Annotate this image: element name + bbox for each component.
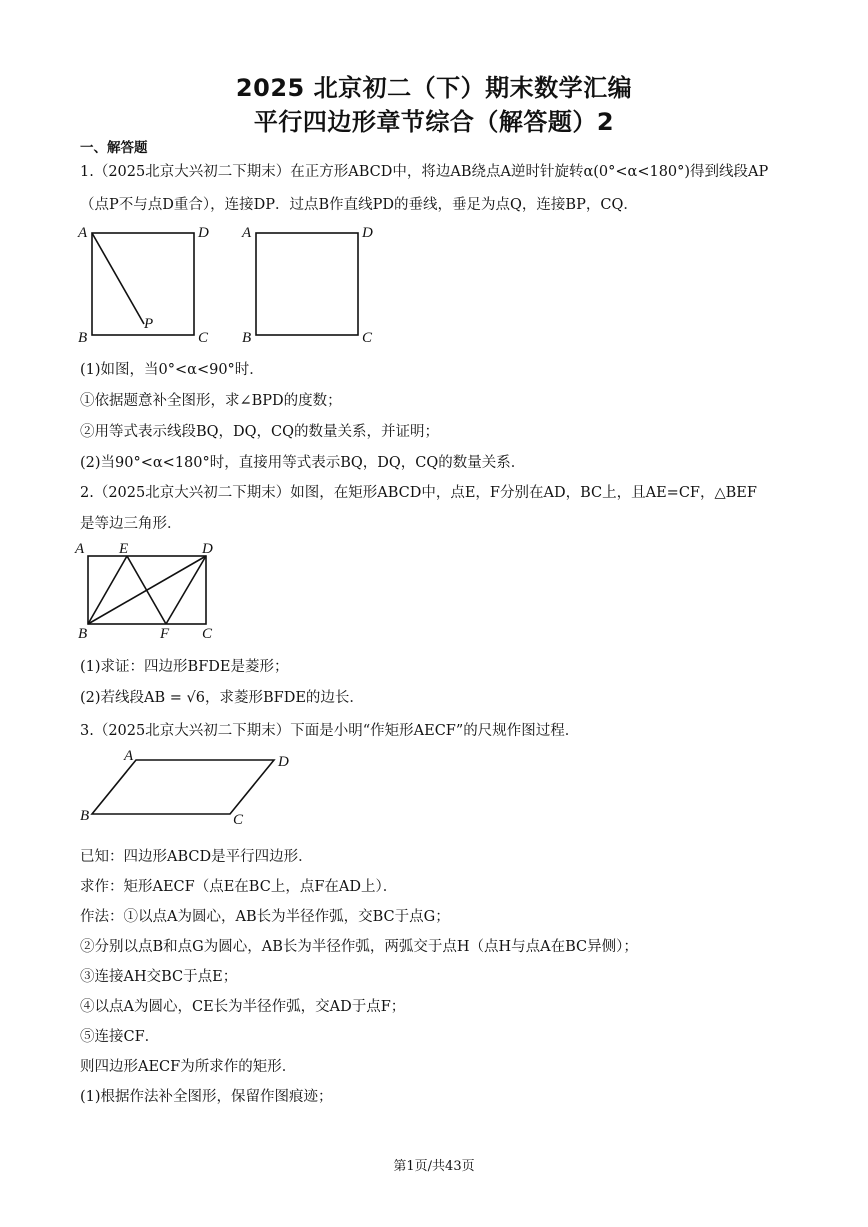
label-D-1: D: [198, 225, 209, 241]
label-B-1: B: [78, 330, 88, 346]
label-P: P: [144, 316, 154, 332]
problem-2-line-2: 是等边三角形．: [80, 516, 182, 532]
problem-3-step-3: ③连接AH交BC于点E；: [80, 969, 238, 985]
label-A-1: A: [78, 225, 88, 241]
label-B-p3: B: [80, 808, 90, 824]
document-title-line1: 2025 北京初二（下）期末数学汇编: [235, 74, 633, 102]
label-F-p2: F: [160, 626, 170, 642]
problem-3-step-2: ②分别以点B和点G为圆心，AB长为半径作弧，两弧交于点H（点H与点A在BC异侧）；: [80, 939, 638, 955]
label-D-2: D: [362, 225, 373, 241]
page-footer: 第1页/共43页: [393, 1159, 475, 1174]
label-B-2: B: [242, 330, 252, 346]
label-D-p3: D: [278, 754, 289, 770]
problem-1-part-1a: ①依据题意补全图形，求∠BPD的度数；: [80, 393, 342, 409]
problem-2-part-2: (2)若线段AB = √6，求菱形BFDE的边长．: [80, 690, 364, 706]
segment-BD: [88, 556, 206, 624]
parallelogram-ABCD: [92, 760, 274, 814]
problem-2-line-1: 2.（2025北京大兴初二下期末）如图，在矩形ABCD中，点E，F分别在AD，BC上，且AE=CF，△BEF: [80, 485, 757, 501]
label-A-p2: A: [75, 541, 85, 557]
segment-AP: [92, 233, 144, 324]
document-title-line2: 平行四边形章节综合（解答题）2: [253, 108, 615, 136]
problem-2-part-1: (1)求证：四边形BFDE是菱形；: [80, 659, 289, 675]
problem-3-given: 已知：四边形ABCD是平行四边形．: [80, 849, 313, 865]
label-C-1: C: [198, 330, 209, 346]
segment-FD: [166, 556, 206, 624]
problem-3-part-1: (1)根据作法补全图形，保留作图痕迹；: [80, 1089, 333, 1105]
label-C-2: C: [362, 330, 373, 346]
label-E-p2: E: [119, 541, 129, 557]
problem-3-construct: 求作：矩形AECF（点E在BC上，点F在AD上）．: [80, 879, 398, 895]
problem-3-step-5: ⑤连接CF．: [80, 1029, 160, 1045]
problem-3-line-1: 3.（2025北京大兴初二下期末）下面是小明“作矩形AECF”的尺规作图过程．: [80, 723, 580, 739]
square-figure-2: [256, 233, 358, 335]
problem-3-conclusion: 则四边形AECF为所求作的矩形．: [80, 1059, 297, 1075]
segment-BE: [88, 556, 127, 624]
label-C-p2: C: [202, 626, 213, 642]
problem-1-line-2: （点P不与点D重合），连接DP．过点B作直线PD的垂线，垂足为点Q，连接BP，CQ．: [80, 197, 638, 213]
problem-1-line-1: 1.（2025北京大兴初二下期末）在正方形ABCD中，将边AB绕点A逆时针旋转α(0°<α<180°)得到线段AP: [80, 164, 769, 180]
problem-1-part-1: (1)如图，当0°<α<90°时．: [80, 362, 264, 378]
label-A-p3: A: [124, 748, 134, 764]
problem-3-step-1: 作法：①以点A为圆心，AB长为半径作弧，交BC于点G；: [80, 909, 450, 925]
label-D-p2: D: [202, 541, 213, 557]
label-C-p3: C: [233, 812, 244, 828]
label-A-2: A: [242, 225, 252, 241]
square-figure-1: [92, 233, 194, 335]
problem-1-part-1b: ②用等式表示线段BQ，DQ，CQ的数量关系，并证明；: [80, 424, 440, 440]
label-B-p2: B: [78, 626, 88, 642]
problem-3-step-4: ④以点A为圆心，CE长为半径作弧，交AD于点F；: [80, 999, 406, 1015]
problem-1-part-2: (2)当90°<α<180°时，直接用等式表示BQ，DQ，CQ的数量关系．: [80, 455, 526, 471]
section-heading: 一、解答题: [80, 140, 148, 156]
